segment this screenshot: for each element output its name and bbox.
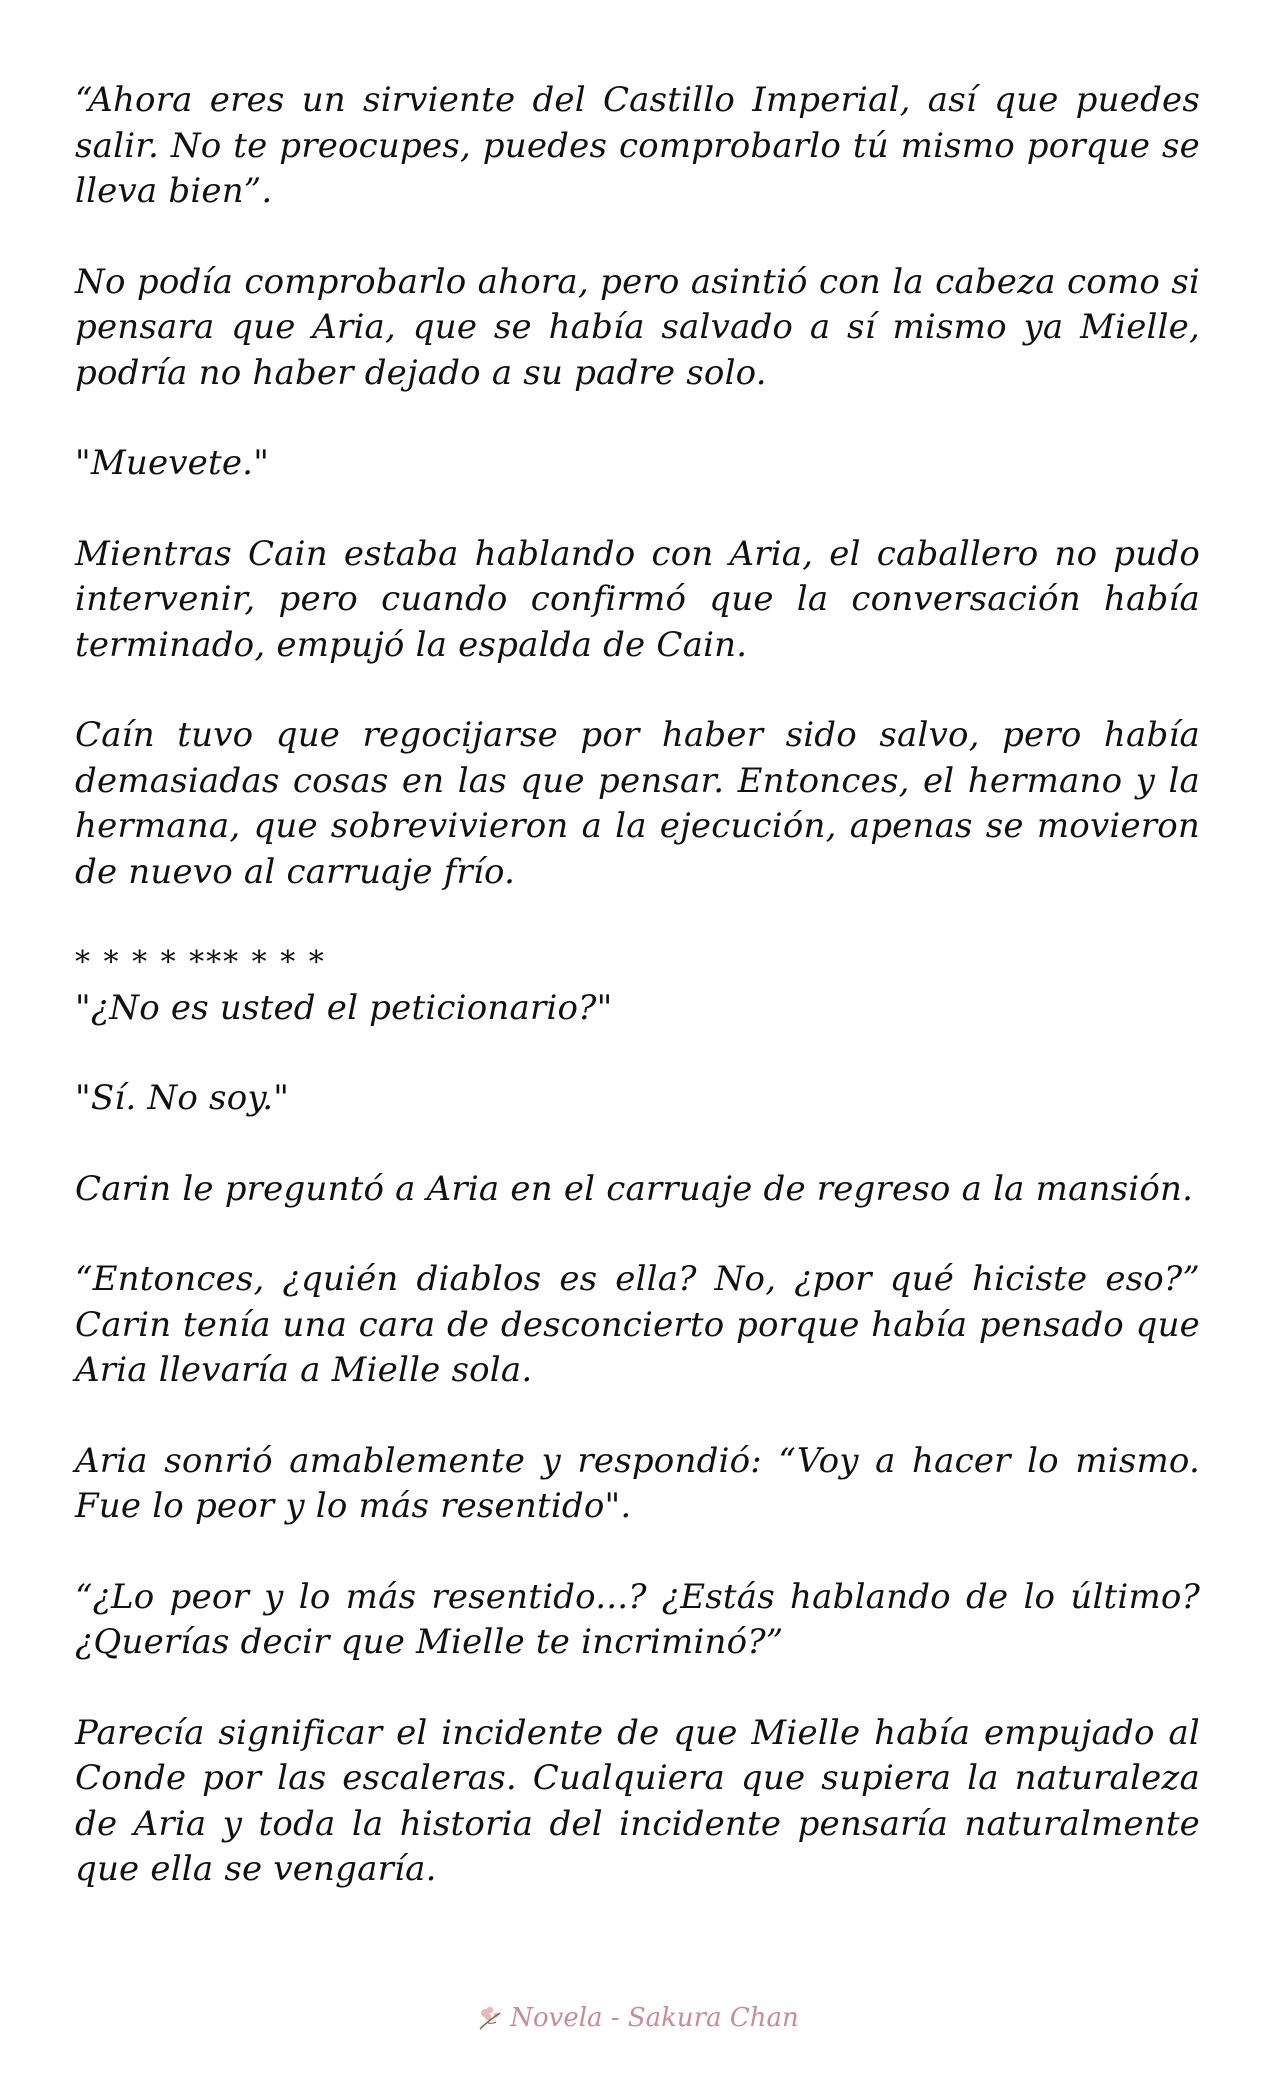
- paragraph: Parecía significar el incidente de que Mielle había empujado al Conde por las escaleras. Cualquiera que supiera la naturaleza de Aria y toda la historia del incidente pensaría naturalmente que ella se vengaría.: [75, 1712, 1200, 1889]
- paragraph: “¿Lo peor y lo más resentido...? ¿Estás hablando de lo último? ¿Querías decir que Mielle te incriminó?”: [75, 1576, 1200, 1662]
- watermark-text: Novela - Sakura Chan: [510, 2003, 799, 2033]
- paragraph: "Muevete.": [75, 443, 270, 483]
- paragraph: Carin le preguntó a Aria en el carruaje de regreso a la mansión.: [75, 1168, 1194, 1209]
- paragraph: Aria sonrió amablemente y respondió: “Voy a hacer lo mismo. Fue lo peor y lo más resentido".: [75, 1440, 1200, 1526]
- paragraph: "Sí. No soy.": [75, 1078, 290, 1118]
- paragraph: "¿No es usted el peticionario?": [75, 987, 613, 1028]
- paragraph: Caín tuvo que regocijarse por haber sido salvo, pero había demasiadas cosas en las que pensar. Entonces, el hermano y la hermana, que sobrevivieron a la ejecución, apenas se movieron de nuevo al carruaje frío.: [75, 715, 1200, 892]
- cherry-blossom-icon: [476, 2005, 506, 2033]
- paragraph: “Entonces, ¿quién diablos es ella? No, ¿por qué hiciste eso?” Carin tenía una cara de desconcierto porque había pensado que Aria llevaría a Mielle sola.: [75, 1259, 1200, 1390]
- scene-separator: * * * * *** * * *: [75, 945, 326, 980]
- document-page: [75, 78, 1200, 1893]
- watermark: [0, 2003, 1275, 2033]
- paragraph: Mientras Cain estaba hablando con Aria, el caballero no pudo intervenir, pero cuando confirmó que la conversación había terminado, empujó la espalda de Cain.: [75, 533, 1200, 665]
- paragraph: “Ahora eres un sirviente del Castillo Imperial, así que puedes salir. No te preocupes, puedes comprobarlo tú mismo porque se lleva bien”.: [75, 80, 1200, 211]
- paragraph: No podía comprobarlo ahora, pero asintió con la cabeza como si pensara que Aria, que se había salvado a sí mismo ya Mielle, podría no haber dejado a su padre solo.: [75, 261, 1200, 393]
